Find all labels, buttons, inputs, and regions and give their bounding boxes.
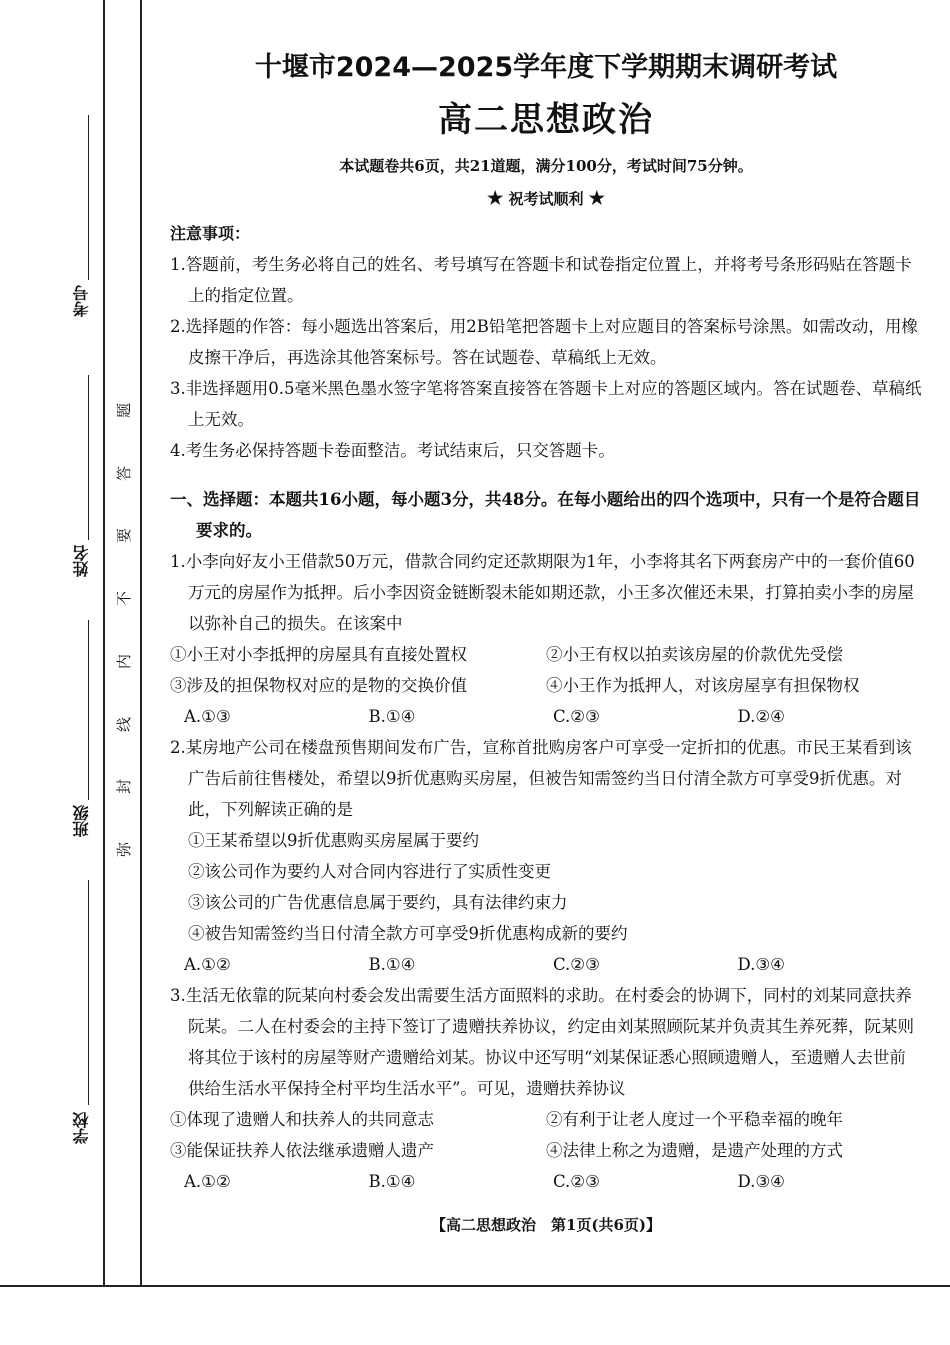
exam-meta: 本试题卷共6页，共21道题，满分100分，考试时间75分钟。: [339, 157, 753, 175]
page-footer: 【高二思想政治 第1页(共6页)】: [430, 1216, 662, 1234]
binding-line-outer: [103, 0, 105, 1285]
star-icon: ★: [487, 188, 504, 209]
question-3-statements-2: [170, 1135, 922, 1166]
question-1-options: [170, 701, 922, 732]
binding-line-inner: [140, 0, 142, 1285]
option-d[interactable]: D.②④: [737, 707, 785, 726]
statement: ①小王对小李抵押的房屋具有直接处置权: [170, 645, 467, 664]
option-b[interactable]: B.①④: [368, 1172, 416, 1191]
statement: ②该公司作为要约人对合同内容进行了实质性变更: [188, 862, 551, 881]
option-d[interactable]: D.③④: [737, 955, 785, 974]
statement: ①王某希望以9折优惠购买房屋属于要约: [188, 831, 479, 850]
seal-char: 线: [115, 716, 134, 732]
notice-item: 2.选择题的作答：每小题选出答案后，用2B铅笔把答题卡上对应题目的答案标号涂黑。如需改动，用橡皮擦干净后，再选涂其他答案标号。答在试题卷、草稿纸上无效。: [170, 317, 918, 367]
option-a[interactable]: A.①③: [184, 707, 231, 726]
seal-char: 弥: [115, 841, 134, 857]
section-heading: 一、选择题：本题共16小题，每小题3分，共48分。在每小题给出的四个选项中，只有一个是符合题目要求的。: [170, 490, 921, 540]
option-c[interactable]: C.②③: [553, 955, 600, 974]
question-3-stem: 3.生活无依靠的阮某向村委会发出需要生活方面照料的求助。在村委会的协调下，同村的刘某同意扶养阮某。二人在村委会的主持下签订了遗赠扶养协议，约定由刘某照顾阮某并负责其生养死葬，阮某则将其位于该村的房屋等财产遗赠给刘某。协议中还写明“刘某保证悉心照顾遗赠人，至遗赠人去世前供给生活水平保持全村平均生活水平”。可见，遗赠扶养协议: [170, 986, 914, 1098]
label-class: 班级: [72, 805, 91, 837]
option-b[interactable]: B.①④: [368, 955, 416, 974]
statement: ④法律上称之为遗赠，是遗产处理的方式: [546, 1141, 843, 1160]
binding-margin: [0, 0, 140, 1285]
option-b[interactable]: B.①④: [368, 707, 416, 726]
statement: ②有利于让老人度过一个平稳幸福的晚年: [546, 1110, 843, 1129]
notice-item: 3.非选择题用0.5毫米黑色墨水签字笔将答案直接答在答题卡上对应的答题区域内。答在试题卷、草稿纸上无效。: [170, 379, 922, 429]
seal-char: 答: [115, 465, 134, 481]
statement: ③能保证扶养人依法继承遗赠人遗产: [170, 1141, 434, 1160]
notice-title: 注意事项：: [170, 224, 251, 243]
statement: ①体现了遗赠人和扶养人的共同意志: [170, 1110, 434, 1129]
option-a[interactable]: A.①②: [184, 955, 231, 974]
seal-warning: [112, 400, 136, 860]
statement: ③该公司的广告优惠信息属于要约，具有法律约束力: [188, 893, 568, 912]
seal-char: 题: [115, 402, 134, 419]
option-a[interactable]: A.①②: [184, 1172, 231, 1191]
statement: ④被告知需签约当日付清全款方可享受9折优惠构成新的要约: [188, 924, 628, 943]
label-school: 学校: [72, 1112, 91, 1144]
school-line[interactable]: [88, 880, 89, 1105]
question-1-statements: [170, 639, 922, 670]
question-1-statements-2: [170, 670, 922, 701]
statement: ④小王作为抵押人，对该房屋享有担保物权: [546, 676, 860, 695]
exam-number-line[interactable]: [88, 115, 89, 280]
label-exam-number: 考号: [72, 285, 91, 317]
question-2-options: [170, 949, 922, 980]
option-c[interactable]: C.②③: [553, 1172, 600, 1191]
statement: ③涉及的担保物权对应的是物的交换价值: [170, 676, 467, 695]
question-3-statements: [170, 1104, 922, 1135]
exam-page: [170, 45, 922, 1197]
seal-char: 封: [115, 779, 134, 795]
good-luck: [170, 188, 922, 209]
label-name: 姓名: [72, 545, 91, 577]
exam-title: 十堰市2024—2025学年度下学期期末调研考试: [254, 52, 838, 83]
class-line[interactable]: [88, 620, 89, 800]
seal-char: 不: [115, 591, 134, 607]
option-c[interactable]: C.②③: [553, 707, 600, 726]
name-line[interactable]: [88, 375, 89, 540]
notice-item: 4.考生务必保持答题卡卷面整洁。考试结束后，只交答题卡。: [170, 441, 615, 460]
option-d[interactable]: D.③④: [737, 1172, 785, 1191]
seal-char: 要: [115, 528, 134, 544]
subject-title: 高二思想政治: [438, 100, 654, 140]
statement: ②小王有权以拍卖该房屋的价款优先受偿: [546, 645, 843, 664]
star-icon: ★: [588, 188, 605, 209]
question-1-stem: 1.小李向好友小王借款50万元，借款合同约定还款期限为1年，小李将其名下两套房产中的一套价值60万元的房屋作为抵押。后小李因资金链断裂未能如期还款，小王多次催还未果，打算拍卖小李的房屋以弥补自己的损失。在该案中: [170, 552, 915, 633]
question-2-stem: 2.某房地产公司在楼盘预售期间发布广告，宣称首批购房客户可享受一定折扣的优惠。市民王某看到该广告后前往售楼处，希望以9折优惠购买房屋，但被告知需签约当日付清全款方可享受9折优惠。对此，下列解读正确的是: [170, 738, 912, 819]
question-3-options: [170, 1166, 922, 1197]
seal-char: 内: [115, 653, 134, 669]
notice-item: 1.答题前，考生务必将自己的姓名、考号填写在答题卡和试卷指定位置上，并将考号条形码贴在答题卡上的指定位置。: [170, 255, 912, 305]
page-bottom-rule: [0, 1285, 950, 1287]
good-luck-text: 祝考试顺利: [508, 190, 584, 208]
